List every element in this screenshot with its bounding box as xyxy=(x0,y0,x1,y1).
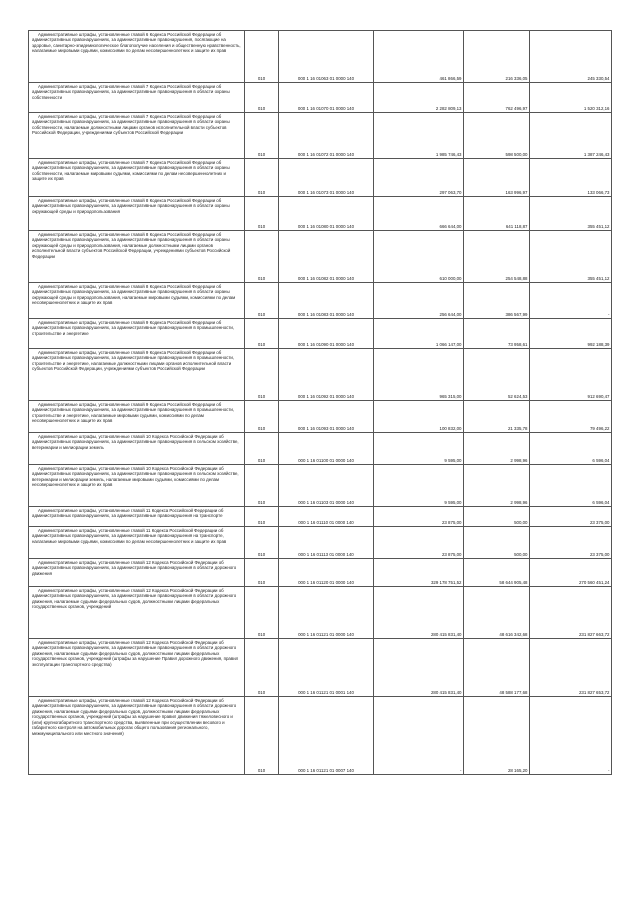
line-code-cell: 010 xyxy=(245,507,279,527)
table-row xyxy=(29,639,612,697)
indicator-name-cell: Административные штрафы, установленные главой 9 Кодекса Российской Федерации об административных правонарушениях, за административные правонарушения в промышленности, строительстве и энергетике, налагаемые мировыми судьями, комиссиями по делам несовершеннолетних и защите их прав xyxy=(29,401,245,433)
line-code-cell: 010 xyxy=(245,349,279,401)
approved-amount-cell: - xyxy=(374,697,464,775)
unexecuted-amount-cell: 133 066,73 xyxy=(530,159,612,197)
executed-amount-cell: 2 998,96 xyxy=(464,433,530,465)
executed-amount-cell: 254 548,88 xyxy=(464,231,530,283)
executed-amount-cell: 386 567,99 xyxy=(464,283,530,319)
table-row xyxy=(29,587,612,639)
budget-classification-code-cell: 000 1 16 01121 01 0000 140 xyxy=(279,587,374,639)
unexecuted-amount-cell: 23 375,00 xyxy=(530,507,612,527)
unexecuted-amount-cell: 270 560 451,24 xyxy=(530,559,612,587)
budget-classification-code-cell: 000 1 16 01063 01 0000 140 xyxy=(279,31,374,83)
executed-amount-cell: 73 958,61 xyxy=(464,319,530,349)
indicator-name-cell: Административные штрафы, установленные главой 8 Кодекса Российской Федерации об административных правонарушениях, за административные правонарушения в области охраны окружающей среды и природопользования, налагаемые должностными лицами органов исполнительной власти субъектов Российской Федерации, учреждениями субъектов Российской Федерации xyxy=(29,231,245,283)
line-code-cell: 010 xyxy=(245,113,279,159)
indicator-name-cell: Административные штрафы, установленные главой 12 Кодекса Российской Федерации об административных правонарушениях, за административные правонарушения в области дорожного движения, налагаемые судьями федеральных судов, должностными лицами федеральных государственных органов, учреждений (штрафы за нарушение Правил дорожного движения, правил эксплуатации транспортного средства) xyxy=(29,639,245,697)
approved-amount-cell: 2 282 809,13 xyxy=(374,83,464,113)
line-code-cell: 010 xyxy=(245,319,279,349)
unexecuted-amount-cell: 355 451,12 xyxy=(530,231,612,283)
table-row xyxy=(29,527,612,559)
table-row xyxy=(29,113,612,159)
table-row xyxy=(29,231,612,283)
approved-amount-cell: 1 066 147,00 xyxy=(374,319,464,349)
line-code-cell: 010 xyxy=(245,527,279,559)
unexecuted-amount-cell: 231 827 663,72 xyxy=(530,587,612,639)
table-row xyxy=(29,31,612,83)
line-code-cell: 010 xyxy=(245,31,279,83)
budget-classification-code-cell: 000 1 16 01120 01 0000 140 xyxy=(279,559,374,587)
approved-amount-cell: 297 063,70 xyxy=(374,159,464,197)
line-code-cell: 010 xyxy=(245,283,279,319)
budget-classification-code-cell: 000 1 16 01082 01 0000 140 xyxy=(279,231,374,283)
approved-amount-cell: 280 415 831,40 xyxy=(374,639,464,697)
budget-classification-code-cell: 000 1 16 01073 01 0000 140 xyxy=(279,159,374,197)
executed-amount-cell: 641 118,87 xyxy=(464,197,530,231)
unexecuted-amount-cell: 6 596,04 xyxy=(530,433,612,465)
report-body xyxy=(29,31,612,775)
budget-classification-code-cell: 000 1 16 01093 01 0000 140 xyxy=(279,401,374,433)
unexecuted-amount-cell: 355 451,12 xyxy=(530,197,612,231)
budget-classification-code-cell: 000 1 16 01072 01 0000 140 xyxy=(279,113,374,159)
table-row xyxy=(29,465,612,507)
executed-amount-cell: 48 616 342,68 xyxy=(464,587,530,639)
indicator-name-cell: Административные штрафы, установленные главой 12 Кодекса Российской Федерации об административных правонарушениях, за административные правонарушения в области дорожного движения xyxy=(29,559,245,587)
approved-amount-cell: 23 875,00 xyxy=(374,507,464,527)
executed-amount-cell: 48 588 177,68 xyxy=(464,639,530,697)
unexecuted-amount-cell: - xyxy=(530,697,612,775)
executed-amount-cell: 58 644 905,48 xyxy=(464,559,530,587)
table-row xyxy=(29,197,612,231)
executed-amount-cell: 500,00 xyxy=(464,507,530,527)
executed-amount-cell: 500,00 xyxy=(464,527,530,559)
table-row xyxy=(29,83,612,113)
executed-amount-cell: 28 165,20 xyxy=(464,697,530,775)
indicator-name-cell: Административные штрафы, установленные главой 7 Кодекса Российской Федерации об административных правонарушениях, за административные правонарушения в области охраны собственности xyxy=(29,83,245,113)
line-code-cell: 010 xyxy=(245,559,279,587)
indicator-name-cell: Административные штрафы, установленные главой 6 Кодекса Российской Федерации об административных правонарушениях, за административные правонарушения, посягающие на здоровье, санитарно-эпидемиологическое благополучие населения и общественную нравственность, налагаемые мировыми судьями, комиссиями по делам несовершеннолетних и защите их прав xyxy=(29,31,245,83)
unexecuted-amount-cell: 912 690,47 xyxy=(530,349,612,401)
unexecuted-amount-cell: 1 387 246,43 xyxy=(530,113,612,159)
table-row xyxy=(29,349,612,401)
table-row xyxy=(29,433,612,465)
indicator-name-cell: Административные штрафы, установленные главой 7 Кодекса Российской Федерации об административных правонарушениях, за административные правонарушения в области охраны собственности, налагаемые должностными лицами органов исполнительной власти субъектов Российской Федерации, учреждениями субъектов Российской Федерации xyxy=(29,113,245,159)
unexecuted-amount-cell: 1 520 312,16 xyxy=(530,83,612,113)
executed-amount-cell: 2 998,96 xyxy=(464,465,530,507)
line-code-cell: 010 xyxy=(245,197,279,231)
approved-amount-cell: 461 866,59 xyxy=(374,31,464,83)
line-code-cell: 010 xyxy=(245,231,279,283)
unexecuted-amount-cell: 79 496,22 xyxy=(530,401,612,433)
indicator-name-cell: Административные штрафы, установленные главой 11 Кодекса Российской Федерации об административных правонарушениях, за административные правонарушения на транспорте, налагаемые мировыми судьями, комиссиями по делам несовершеннолетних и защите их прав xyxy=(29,527,245,559)
unexecuted-amount-cell: 992 188,39 xyxy=(530,319,612,349)
approved-amount-cell: 23 875,00 xyxy=(374,527,464,559)
approved-amount-cell: 965 315,00 xyxy=(374,349,464,401)
line-code-cell: 010 xyxy=(245,83,279,113)
unexecuted-amount-cell: 245 330,54 xyxy=(530,31,612,83)
line-code-cell: 010 xyxy=(245,587,279,639)
line-code-cell: 010 xyxy=(245,639,279,697)
table-row xyxy=(29,507,612,527)
budget-classification-code-cell: 000 1 16 01090 01 0000 140 xyxy=(279,319,374,349)
table-row xyxy=(29,283,612,319)
unexecuted-amount-cell: 23 375,00 xyxy=(530,527,612,559)
indicator-name-cell: Административные штрафы, установленные главой 10 Кодекса Российской Федерации об административных правонарушениях, за административные правонарушения в сельском хозяйстве, ветеринарии и мелиорации земель, налагаемые мировыми судьями, комиссиями по делам несовершеннолетних и защите их прав xyxy=(29,465,245,507)
approved-amount-cell: 256 644,00 xyxy=(374,283,464,319)
indicator-name-cell: Административные штрафы, установленные главой 12 Кодекса Российской Федерации об административных правонарушениях, за административные правонарушения в области дорожного движения, налагаемые судьями федеральных судов, должностными лицами федеральных государственных органов, учреждений xyxy=(29,587,245,639)
unexecuted-amount-cell: 231 827 653,72 xyxy=(530,639,612,697)
unexecuted-amount-cell: 6 596,04 xyxy=(530,465,612,507)
budget-classification-code-cell: 000 1 16 01110 01 0000 140 xyxy=(279,507,374,527)
executed-amount-cell: 598 500,00 xyxy=(464,113,530,159)
line-code-cell: 010 xyxy=(245,697,279,775)
table-row xyxy=(29,559,612,587)
line-code-cell: 010 xyxy=(245,465,279,507)
executed-amount-cell: 762 496,97 xyxy=(464,83,530,113)
approved-amount-cell: 9 595,00 xyxy=(374,465,464,507)
line-code-cell: 010 xyxy=(245,433,279,465)
budget-classification-code-cell: 000 1 16 01121 01 0007 140 xyxy=(279,697,374,775)
budget-classification-code-cell: 000 1 16 01100 01 0000 140 xyxy=(279,433,374,465)
approved-amount-cell: 100 832,00 xyxy=(374,401,464,433)
indicator-name-cell: Административные штрафы, установленные главой 8 Кодекса Российской Федерации об административных правонарушениях, за административные правонарушения в области охраны окружающей среды и природопользования xyxy=(29,197,245,231)
line-code-cell: 010 xyxy=(245,401,279,433)
budget-classification-code-cell: 000 1 16 01121 01 0001 140 xyxy=(279,639,374,697)
line-code-cell: 010 xyxy=(245,159,279,197)
approved-amount-cell: 9 595,00 xyxy=(374,433,464,465)
executed-amount-cell: 52 624,53 xyxy=(464,349,530,401)
indicator-name-cell: Административные штрафы, установленные главой 7 Кодекса Российской Федерации об административных правонарушениях, за административные правонарушения в области охраны собственности, налагаемые мировыми судьями, комиссиями по делам несовершеннолетних и защите их прав xyxy=(29,159,245,197)
budget-classification-code-cell: 000 1 16 01113 01 0000 140 xyxy=(279,527,374,559)
revenue-report-table xyxy=(28,30,612,775)
budget-classification-code-cell: 000 1 16 01083 01 0000 140 xyxy=(279,283,374,319)
indicator-name-cell: Административные штрафы, установленные главой 11 Кодекса Российской Федерации об административных правонарушениях, за административные правонарушения на транспорте xyxy=(29,507,245,527)
budget-classification-code-cell: 000 1 16 01080 01 0000 140 xyxy=(279,197,374,231)
executed-amount-cell: 21 335,78 xyxy=(464,401,530,433)
indicator-name-cell: Административные штрафы, установленные главой 12 Кодекса Российской Федерации об административных правонарушениях, за административные правонарушения в области дорожного движения, налагаемые судьями федеральных судов, должностными лицами федеральных государственных органов, учреждений (штрафы за нарушение правил движения тяжеловесного и (или) крупногабаритного транспортного средства, выявленные при осуществлении весового и габаритного контроля на автомобильных дорогах общего пользования регионального, межмуниципального или местного значения) xyxy=(29,697,245,775)
approved-amount-cell: 610 000,00 xyxy=(374,231,464,283)
unexecuted-amount-cell: - xyxy=(530,283,612,319)
indicator-name-cell: Административные штрафы, установленные главой 9 Кодекса Российской Федерации об административных правонарушениях, за административные правонарушения в промышленности, строительстве и энергетике xyxy=(29,319,245,349)
table-row xyxy=(29,697,612,775)
approved-amount-cell: 666 644,00 xyxy=(374,197,464,231)
approved-amount-cell: 1 985 746,43 xyxy=(374,113,464,159)
approved-amount-cell: 280 415 831,40 xyxy=(374,587,464,639)
executed-amount-cell: 163 996,97 xyxy=(464,159,530,197)
budget-classification-code-cell: 000 1 16 01070 01 0000 140 xyxy=(279,83,374,113)
approved-amount-cell: 329 178 751,52 xyxy=(374,559,464,587)
indicator-name-cell: Административные штрафы, установленные главой 8 Кодекса Российской Федерации об административных правонарушениях, за административные правонарушения в области охраны окружающей среды и природопользования, налагаемые мировыми судьями, комиссиями по делам несовершеннолетних и защите их прав xyxy=(29,283,245,319)
indicator-name-cell: Административные штрафы, установленные главой 9 Кодекса Российской Федерации об административных правонарушениях, за административные правонарушения в промышленности, строительстве и энергетике, налагаемые должностными лицами органов исполнительной власти субъектов Российской Федерации, учреждениями субъектов Российской Федерации xyxy=(29,349,245,401)
table-row xyxy=(29,159,612,197)
budget-classification-code-cell: 000 1 16 01092 01 0000 140 xyxy=(279,349,374,401)
indicator-name-cell: Административные штрафы, установленные главой 10 Кодекса Российской Федерации об административных правонарушениях, за административные правонарушения в сельском хозяйстве, ветеринарии и мелиорации земель xyxy=(29,433,245,465)
table-row xyxy=(29,401,612,433)
table-row xyxy=(29,319,612,349)
executed-amount-cell: 216 336,05 xyxy=(464,31,530,83)
budget-classification-code-cell: 000 1 16 01103 01 0000 140 xyxy=(279,465,374,507)
